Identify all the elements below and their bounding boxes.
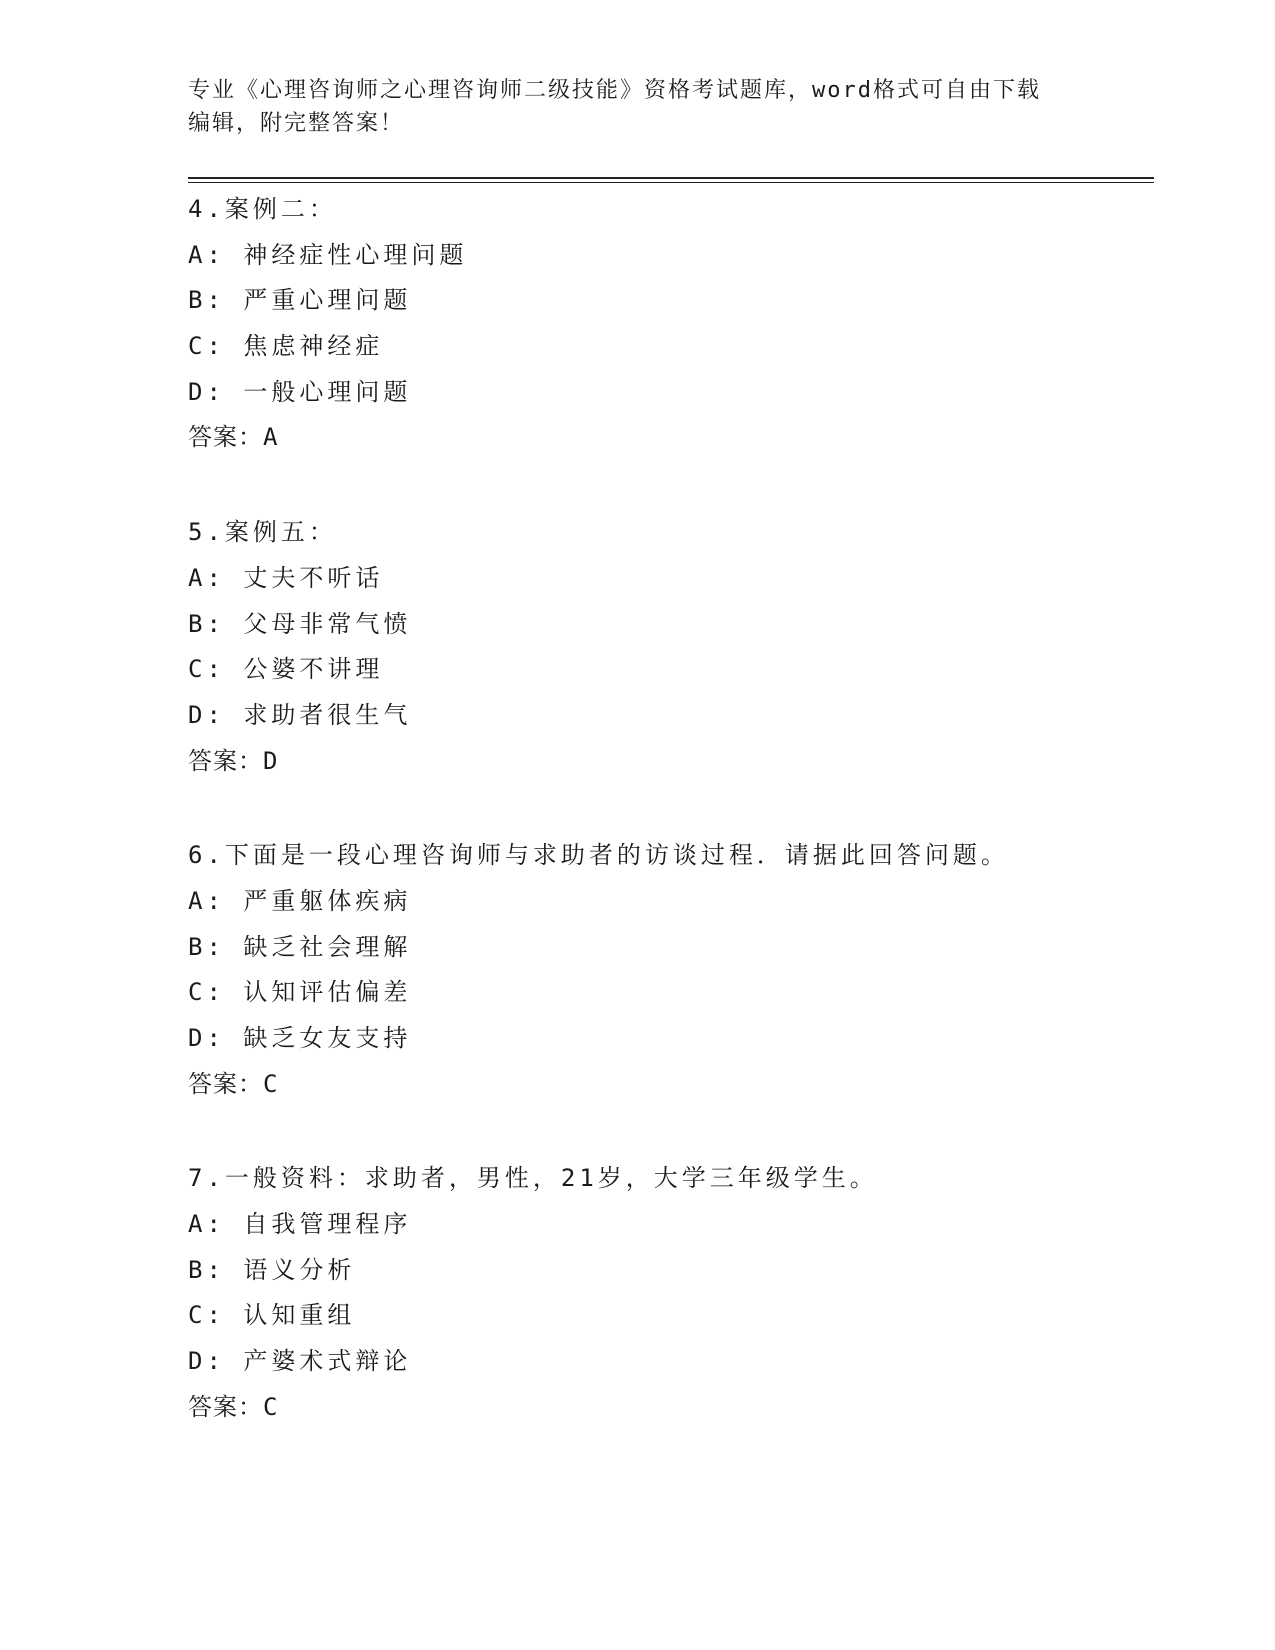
question-6 <box>188 833 1154 1107</box>
option-d: D: 产婆术式辩论 <box>188 1347 412 1376</box>
header-line-1: 专业《心理咨询师之心理咨询师二级技能》资格考试题库，word格式可自由下载 <box>188 78 1041 103</box>
option-a: A: 神经症性心理问题 <box>188 240 468 269</box>
option-c: C: 焦虑神经症 <box>188 332 384 361</box>
answer-label: 答案： <box>188 746 263 775</box>
header-divider-thick <box>188 177 1154 179</box>
answer-label: 答案： <box>188 1069 263 1098</box>
question-list <box>188 187 1154 1480</box>
answer-value: A <box>263 423 282 452</box>
option-b: B: 缺乏社会理解 <box>188 932 412 961</box>
option-a: A: 严重躯体疾病 <box>188 886 412 915</box>
answer-line <box>188 415 1154 461</box>
document-header <box>188 74 1088 140</box>
question-5 <box>188 510 1154 784</box>
option-c: C: 认知重组 <box>188 1301 356 1330</box>
option-c: C: 公婆不讲理 <box>188 655 384 684</box>
answer-label: 答案： <box>188 1392 263 1421</box>
question-stem: 6.下面是一段心理咨询师与求助者的访谈过程．请据此回答问题。 <box>188 841 1009 870</box>
option-a: A: 丈夫不听话 <box>188 563 384 592</box>
question-4 <box>188 187 1154 461</box>
option-c: C: 认知评估偏差 <box>188 978 412 1007</box>
question-7 <box>188 1156 1154 1430</box>
option-b: B: 语义分析 <box>188 1255 356 1284</box>
option-d: D: 一般心理问题 <box>188 377 412 406</box>
option-b: B: 严重心理问题 <box>188 286 412 315</box>
option-a: A: 自我管理程序 <box>188 1210 412 1239</box>
question-stem: 4.案例二： <box>188 195 337 223</box>
option-d: D: 缺乏女友支持 <box>188 1024 412 1052</box>
answer-value: C <box>263 1069 282 1098</box>
header-line-2: 编辑，附完整答案！ <box>188 111 405 136</box>
option-d: D: 求助者很生气 <box>188 700 412 729</box>
question-stem: 5.案例五： <box>188 518 337 547</box>
answer-line <box>188 739 1154 785</box>
answer-value: C <box>263 1392 282 1421</box>
answer-line <box>188 1385 1154 1431</box>
answer-value: D <box>263 746 282 775</box>
answer-line <box>188 1062 1154 1108</box>
question-stem: 7.一般资料：求助者，男性，21岁，大学三年级学生。 <box>188 1164 878 1193</box>
answer-label: 答案： <box>188 423 263 452</box>
header-divider-thin <box>188 182 1154 183</box>
option-b: B: 父母非常气愤 <box>188 609 412 638</box>
